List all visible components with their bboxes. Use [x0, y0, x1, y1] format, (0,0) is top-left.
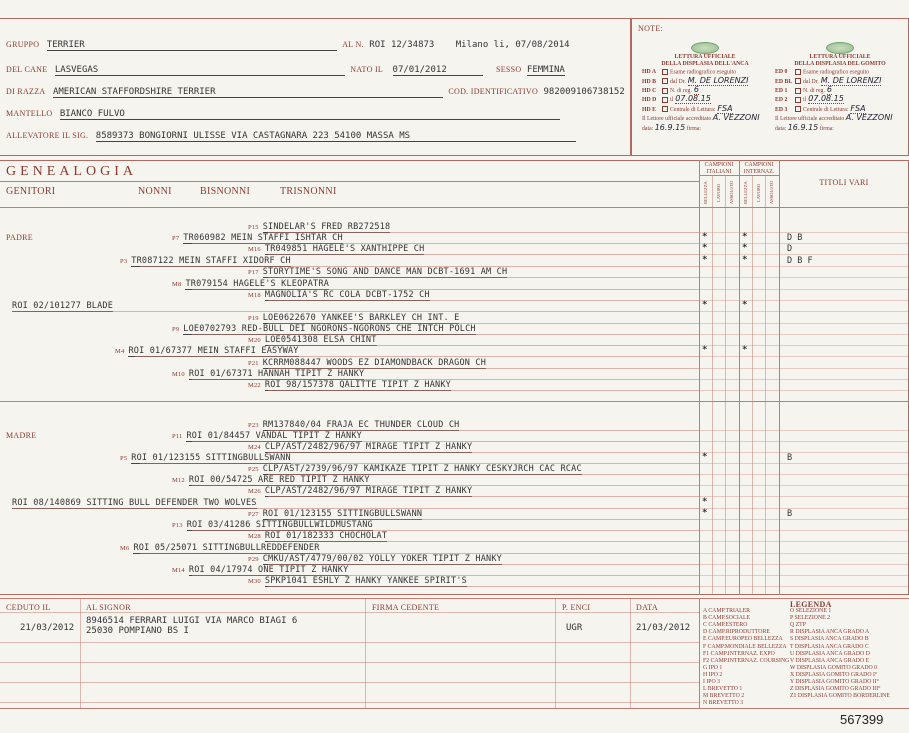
generation-marker: P25 — [248, 466, 259, 473]
legenda-item: G IPO 1 — [703, 664, 723, 671]
legenda-item: F1 CAMP.INTERNAZ. EXPO — [703, 650, 775, 657]
generation-marker: P23 — [248, 422, 259, 429]
dog-name: TR060982 MEIN STAFFI ISHTAR CH — [183, 233, 343, 243]
sesso-value: FEMMINA — [526, 65, 565, 75]
checkbox-icon — [795, 69, 801, 75]
title-value: B — [787, 509, 793, 519]
legenda-item: S DISPLASIA ANCA GRADO B — [790, 636, 869, 643]
checkbox-icon — [662, 78, 668, 84]
mantello-row: MANTELLO BIANCO FULVO — [6, 109, 626, 120]
pedigree-row — [248, 222, 390, 232]
dog-name: LOE0541308 ELSA CHINT — [264, 335, 377, 345]
madre-label: MADRE — [6, 431, 37, 440]
legenda-item: N BREVETTO 3 — [703, 700, 744, 707]
generation-marker: P17 — [248, 269, 259, 276]
razza-row: DI RAZZA AMERICAN STAFFORDSHIRE TERRIER COD. IDENTIFICATIVO 982009106738152 — [6, 87, 625, 97]
legenda-item: U DISPLASIA ANCA GRADO D — [790, 650, 870, 657]
pedigree-row — [248, 358, 486, 368]
dog-name: CLP/AST/2482/96/97 MIRAGE TIPIT Z HANKY — [264, 442, 473, 452]
pedigree-row — [248, 420, 459, 430]
serial-number: 567399 — [840, 712, 884, 727]
dog-name: CLP/AST/2482/96/97 MIRAGE TIPIT Z HANKY — [264, 486, 473, 496]
genealogia-title: GENEALOGIA — [6, 164, 137, 179]
dog-name: KCRRM088447 WOODS EZ DIAMONDBACK DRAGON CH — [262, 358, 487, 368]
hd-rows — [642, 69, 768, 114]
generation-marker: M12 — [172, 477, 185, 484]
generation-marker: P11 — [172, 433, 183, 440]
champion-mark: * — [702, 452, 708, 462]
legenda-item: Z DISPLASIA GOMITO GRADO III° — [790, 686, 881, 693]
pedigree-row — [120, 453, 291, 463]
checkbox-icon — [795, 106, 801, 112]
champion-mark: * — [742, 345, 748, 355]
generation-marker: M14 — [172, 567, 185, 574]
dog-name: ROI 01/67377 MEIN STAFFI EASYWAY — [128, 346, 299, 356]
title-value: D B — [787, 233, 803, 243]
pedigree-row — [248, 244, 424, 254]
dog-name: MAGNOLIA'S RC COLA DCBT-1752 CH — [264, 290, 430, 300]
note-row: ED 0 Esame radiografico eseguito — [775, 69, 869, 76]
dog-name: ROI 02/101277 BLADE — [12, 301, 114, 311]
notes-label: NOTE: — [638, 24, 664, 33]
note-row: HD E Centrale di Lettura: FSA — [642, 103, 733, 113]
generation-marker: M8 — [172, 281, 182, 288]
note-row: HD B dal Dr. M. DE LORENZI — [642, 75, 749, 85]
legenda-item: F CAMP.MONDIALE BELLEZZA — [703, 643, 787, 650]
cane-row: DEL CANE LASVEGAS NATO IL 07/01/2012 SESSO FEMMINA — [6, 65, 565, 75]
pedigree-row — [172, 565, 348, 575]
champion-mark: * — [702, 243, 708, 253]
pedigree-row — [248, 464, 582, 474]
dog-name: SINDELAR'S FRED RB272518 — [262, 222, 391, 232]
generation-marker: M22 — [248, 382, 261, 389]
dog-name: TR087122 MEIN STAFFI XIDORF CH — [131, 256, 291, 266]
ed-rows — [775, 69, 905, 114]
legenda-item: A CAMP.TRIALER — [703, 608, 751, 614]
legenda-item: Y DISPLASIA GOMITO GRADO II° — [790, 679, 879, 685]
pedigree-row — [115, 346, 299, 356]
champion-mark: * — [742, 243, 748, 253]
data-value: 21/03/2012 — [636, 623, 691, 633]
pedigree-row — [172, 431, 362, 441]
pedigree-row — [120, 543, 320, 553]
note-row: ED BL dal Dr. M. DE LORENZI — [775, 75, 882, 85]
dog-name: ROI 01/123155 SITTINGBULLSWANN — [262, 509, 423, 519]
pedigree-row — [248, 267, 507, 277]
pedigree-row — [248, 313, 459, 323]
legenda-item: C CAMP.ESTERO — [703, 622, 748, 629]
dog-name: TR079154 HAGELE'S KLEOPATRA — [185, 279, 330, 289]
generation-marker: P5 — [120, 455, 128, 462]
generation-marker: P19 — [248, 315, 259, 322]
dog-name: LOE0622670 YANKEE'S BARKLEY CH INT. E — [262, 313, 460, 323]
note-row: HD C N. di reg. 6 — [642, 84, 699, 94]
generation-marker: M28 — [248, 533, 261, 540]
note-row: ED 1 N. di reg. 6 — [775, 84, 832, 94]
legenda-item: R DISPLASIA ANCA GRADO A — [790, 629, 870, 636]
dog-name: LOE0702793 RED-BULL DEI NGORONS-NGORONS CHE INTCH POLCH — [183, 324, 476, 334]
note-row: HD D il 07.08.15 — [642, 94, 711, 104]
champion-mark: * — [742, 300, 748, 310]
checkbox-icon — [795, 88, 801, 94]
generation-marker: P9 — [172, 326, 180, 333]
dog-name: CMKU/AST/4779/00/02 YOLLY YOKER TIPIT Z HANKY — [262, 554, 503, 564]
pedigree-row — [172, 324, 476, 334]
dog-name: RM137840/04 FRAJA EC THUNDER CLOUD CH — [262, 420, 460, 430]
pedigree-row — [248, 531, 387, 541]
cod-value: 982009106738152 — [543, 87, 625, 97]
dog-name: ROI 03/41286 SITTINGBULLWILDMUSTANG — [186, 520, 373, 530]
hd-block: LETTURA UFFICIALE DELLA DISPLASIA DELL'ANCA HD A Esame radiografico eseguito HD B dal Dr. M. DE LORENZI HD C N. di reg. 6 HD D il 07.08.15 HD E Centrale di Lettura: FSA Il Lettore ufficiale accreditato A. VEZZONI data: 16.9.15 firma: — [642, 42, 768, 133]
pedigree-row — [12, 498, 257, 508]
note-row: ED 3 Centrale di Lettura: FSA — [775, 103, 866, 113]
champion-mark: * — [742, 232, 748, 242]
legenda-item: P SELEZIONE 2 — [790, 615, 831, 622]
col-sub-header: LAVORO — [716, 183, 721, 202]
legenda-item: W DISPLASIA GOMITO GRADO 0 — [790, 664, 878, 671]
checkbox-icon — [662, 106, 668, 112]
champion-mark: * — [702, 255, 708, 265]
champion-mark: * — [702, 232, 708, 242]
col-sub-header: BELLEZZA — [743, 181, 748, 204]
place-date: Milano li, 07/08/2014 — [455, 40, 570, 50]
dog-name: CLP/AST/2739/96/97 KAMIKAZE TIPIT Z HANKY CESKYJRCH CAC RCAC — [262, 464, 582, 474]
razza-value: AMERICAN STAFFORDSHIRE TERRIER — [53, 87, 443, 98]
generation-marker: P13 — [172, 522, 183, 529]
penci-value: UGR — [566, 623, 583, 633]
checkbox-icon — [662, 97, 668, 103]
pedigree-row — [248, 380, 451, 390]
pedigree-row — [248, 486, 472, 496]
allevatore-value: 8589373 BONGIORNI ULISSE VIA CASTAGNARA 223 54100 MASSA MS — [96, 131, 576, 142]
ed-block: LETTURA UFFICIALE DELLA DISPLASIA DEL GOMITO ED 0 Esame radiografico eseguito ED BL dal Dr. M. DE LORENZI ED 1 N. di reg. 6 ED 2 il 07.08.15 ED 3 Centrale di Lettura: FSA Il Lettore ufficiale accreditato A. VEZZONI data: 16.9.15 firma: — [775, 42, 905, 133]
legenda-item: H IPO 2 — [703, 671, 723, 678]
generation-marker: P15 — [248, 224, 259, 231]
col-sub-header: ASSOLUTO — [729, 180, 734, 205]
generation-marker: P3 — [120, 258, 128, 265]
legenda-item: L BREVETTO 1 — [703, 686, 743, 693]
pedigree-row — [248, 290, 430, 300]
pedigree-row — [248, 442, 472, 452]
al-signor-line1: 8946514 FERRARI LUIGI VIA MARCO BIAGI 6 — [86, 616, 298, 626]
pedigree-row — [172, 279, 329, 289]
champion-mark: * — [702, 497, 708, 507]
col-sub-header: LAVORO — [756, 183, 761, 202]
al-n-value: ROI 12/34873 — [369, 40, 435, 50]
legenda-item: F2 CAMP.INTERNAZ. COURSING — [703, 657, 790, 664]
generation-marker: M30 — [248, 578, 261, 585]
pedigree-row — [172, 520, 373, 530]
champion-mark: * — [702, 300, 708, 310]
generation-marker: M16 — [248, 246, 261, 253]
generation-marker: P27 — [248, 511, 259, 518]
legenda-item: D CAMP.RIPRODUTTORE — [703, 629, 770, 636]
note-row: HD A Esame radiografico eseguito — [642, 69, 736, 76]
legenda-item: B CAMP.SOCIALE — [703, 615, 751, 622]
pedigree-row — [120, 256, 291, 266]
enci-seal-icon — [826, 42, 854, 54]
col-sub-header: ASSOLUTO — [769, 180, 774, 205]
gruppo-row: GRUPPO TERRIER AL N. ROI 12/34873 Milano li, 07/08/2014 — [6, 40, 570, 50]
pedigree-row — [248, 335, 377, 345]
generation-marker: M6 — [120, 545, 130, 552]
generation-marker: M4 — [115, 348, 125, 355]
gruppo-value: TERRIER — [47, 40, 337, 51]
al-signor-line2: 25030 POMPIANO BS I — [86, 626, 189, 636]
pedigree-row — [248, 509, 422, 519]
legenda-item: E CAMP.EUROPEO BELLEZZA — [703, 636, 783, 643]
generation-marker: M18 — [248, 292, 261, 299]
pedigree-row — [172, 475, 370, 485]
generation-marker: M24 — [248, 444, 261, 451]
pedigree-row — [12, 301, 113, 311]
title-value: D — [787, 244, 793, 254]
ceduto-value: 21/03/2012 — [20, 623, 75, 633]
dog-name: ROI 01/123155 SITTINGBULLSWANN — [131, 453, 291, 463]
cane-value: LASVEGAS — [55, 65, 345, 76]
champion-mark: * — [702, 508, 708, 518]
legenda-item: V DISPLASIA ANCA GRADO E — [790, 657, 870, 664]
col-sub-header: BELLEZZA — [703, 181, 708, 204]
enci-seal-icon — [691, 42, 719, 54]
dog-name: ROI 05/25071 SITTINGBULLREDDEFENDER — [133, 543, 320, 553]
nato-value: 07/01/2012 — [393, 65, 483, 76]
pedigree-row — [172, 233, 343, 243]
dog-name: ROI 00/54725 ARE RED TIPIT Z HANKY — [188, 475, 370, 485]
dog-name: ROI 01/84457 VANDAL TIPIT Z HANKY — [186, 431, 362, 441]
pedigree-row — [172, 369, 364, 379]
dog-name: ROI 98/157378 QALITTE TIPIT Z HANKY — [264, 380, 452, 390]
legenda-item: Q ZTP — [790, 622, 806, 629]
checkbox-icon — [662, 69, 668, 75]
legenda-item: Z1 DISPLASIA GOMITO BORDERLINE — [790, 693, 890, 700]
title-value: D B F — [787, 256, 813, 266]
note-row: ED 2 il 07.08.15 — [775, 94, 844, 104]
pedigree-row — [248, 576, 467, 586]
pedigree-row — [248, 554, 502, 564]
mantello-value: BIANCO FULVO — [60, 109, 560, 120]
champion-mark: * — [702, 345, 708, 355]
allevatore-row: ALLEVATORE IL SIG. 8589373 BONGIORNI ULISSE VIA CASTAGNARA 223 54100 MASSA MS — [6, 131, 626, 142]
padre-label: PADRE — [6, 233, 33, 242]
dog-name: TR049851 HAGELE'S XANTHIPPE CH — [264, 244, 425, 254]
generation-marker: M26 — [248, 488, 261, 495]
dog-name: SPKP1041 ESHLY Z HANKY YANKEE SPIRIT'S — [264, 576, 467, 586]
dog-name: ROI 01/67371 HANNAH TIPIT Z HANKY — [188, 369, 365, 379]
dog-name: ROI 04/17974 ONE TIPIT Z HANKY — [188, 565, 349, 575]
champion-mark: * — [742, 255, 748, 265]
checkbox-icon — [795, 78, 801, 84]
legenda-item: T DISPLASIA ANCA GRADO C — [790, 643, 869, 650]
generation-marker: M20 — [248, 337, 261, 344]
checkbox-icon — [795, 97, 801, 103]
dog-name: ROI 08/140869 SITTING BULL DEFENDER TWO WOLVES — [12, 498, 257, 508]
legenda-item: M BREVETTO 2 — [703, 693, 745, 700]
legenda-item: X DISPLASIA GOMITO GRADO I° — [790, 671, 878, 678]
legenda-item: I IPO 3 — [703, 679, 721, 685]
checkbox-icon — [662, 88, 668, 94]
generation-marker: M10 — [172, 371, 185, 378]
dog-name: ROI 01/182333 CHOCHOLAT — [264, 531, 388, 541]
title-value: B — [787, 453, 793, 463]
legenda-item: O SELEZIONE 1 — [790, 608, 832, 614]
generation-marker: P21 — [248, 360, 259, 367]
dog-name: STORYTIME'S SONG AND DANCE MAN DCBT-1691 AM CH — [262, 267, 508, 277]
generation-marker: P29 — [248, 556, 259, 563]
generation-marker: P7 — [172, 235, 180, 242]
